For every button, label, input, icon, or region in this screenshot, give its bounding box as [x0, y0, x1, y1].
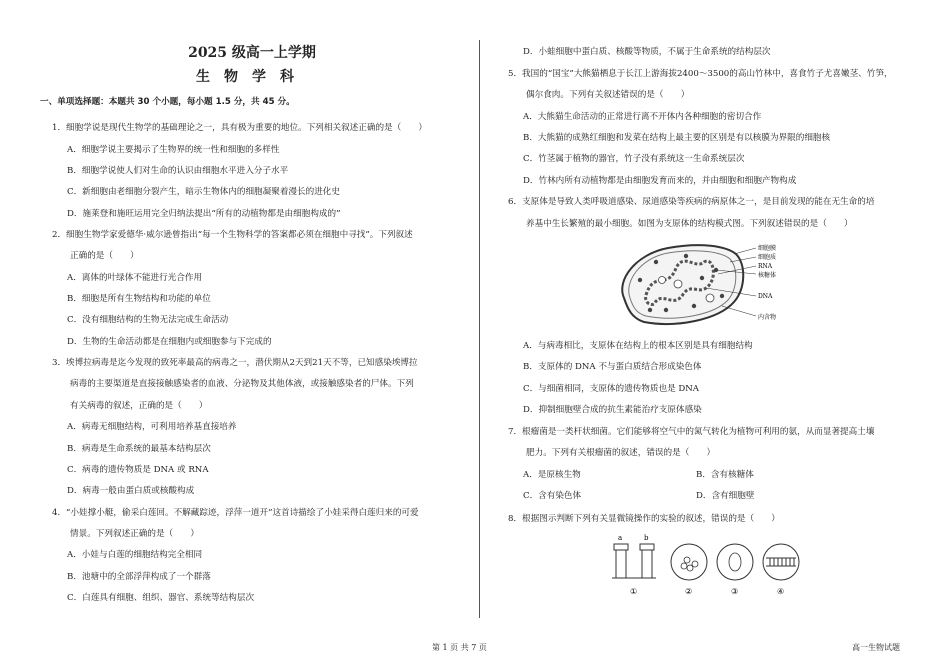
- question-line: D．施莱登和施旺运用完全归纳法提出“所有的动植物都是由细胞构成的”: [67, 209, 341, 219]
- microscope-operation-figure: [606, 530, 826, 600]
- question-line: 3．埃博拉病毒是迄今发现的致死率最高的病毒之一，潜伏期从2天到21天不等，已知感染埃博拉: [52, 358, 418, 368]
- question-line: C．病毒的遗传物质是 DNA 或 RNA: [67, 465, 209, 475]
- question-line: 2．细胞生物学家爱德华·威尔逊曾指出“每一个生物科学的答案都必须在细胞中寻找”。下列叙述: [52, 230, 413, 240]
- label-cytoplasm: 细胞质: [758, 254, 777, 261]
- label-a: a: [618, 534, 623, 542]
- question-line: A．小娃与白莲的细胞结构完全相同: [67, 550, 203, 560]
- section-heading: 一、单项选择题：本题共 30 个小题，每小题 1.5 分，共 45 分。: [40, 97, 295, 107]
- question-line: B．病毒是生命系统的最基本结构层次: [67, 444, 211, 454]
- question-line: A．是原核生物: [523, 470, 581, 480]
- option-line: D．含有细胞壁: [696, 491, 755, 501]
- question-line: 4．“小娃撑小艇，偷采白莲回。不解藏踪迹，浮萍一道开”这首诗描绘了小娃采得白莲归来的可爱: [52, 508, 419, 518]
- question-line: 5．我国的“国宝”大熊猫栖息于长江上游海拔2400～3500的高山竹林中，喜食竹子尤喜嫩茎、竹笋，: [508, 69, 893, 79]
- label-cell-membrane: 细胞膜: [758, 245, 777, 252]
- question-line: A．细胞学说主要揭示了生物界的统一性和细胞的多样性: [67, 145, 280, 155]
- question-line: 情景。下列叙述正确的是（ ）: [70, 529, 199, 539]
- option-line: B．含有核糖体: [696, 470, 754, 480]
- question-line: D．生物的生命活动都是在细胞内或细胞参与下完成的: [67, 337, 272, 347]
- question-line: 肥力。下列有关根瘤菌的叙述，错误的是（ ）: [526, 448, 716, 458]
- question-line: 正确的是（ ）: [70, 251, 139, 261]
- question-line: 偶尔食肉。下列有关叙述错误的是（ ）: [526, 90, 690, 100]
- question-line: B．细胞是所有生物结构和功能的单位: [67, 294, 211, 304]
- page-number: 第 1 页 共 7 页: [432, 643, 487, 652]
- question-line: C．没有细胞结构的生物无法完成生命活动: [67, 315, 229, 325]
- question-line: C．竹茎属于植物的器官，竹子没有系统这一生命系统层次: [523, 154, 745, 164]
- question-line: 7．根瘤菌是一类杆状细菌。它们能够将空气中的氮气转化为植物可利用的氨，从而显著提高土壤: [508, 427, 875, 437]
- question-line: D．抑制细胞壁合成的抗生素能治疗支原体感染: [523, 405, 702, 415]
- question-line: 有关病毒的叙述，正确的是（ ）: [70, 401, 208, 411]
- exam-title: 2025 级高一上学期: [188, 45, 316, 61]
- question-line: 1．细胞学说是现代生物学的基础理论之一，具有极为重要的地位。下列相关叙述正确的是（ ）: [52, 123, 428, 133]
- question-line: A．大熊猫生命活动的正常进行离不开体内各种细胞的密切合作: [523, 112, 762, 122]
- question-line: B．大熊猫的成熟红细胞和发菜在结构上最主要的区别是有以核膜为界限的细胞核: [523, 133, 831, 143]
- question-line: C．白莲具有细胞、组织、器官、系统等结构层次: [67, 593, 255, 603]
- label-circle-1: ①: [630, 587, 638, 596]
- label-rna: RNA: [758, 263, 773, 270]
- subject-title: 生物学科: [196, 69, 308, 85]
- question-line: D．竹林内所有动植物都是由细胞发育而来的，并由细胞和细胞产物构成: [523, 176, 797, 186]
- label-b: b: [644, 534, 649, 542]
- question-line: D．小蛙细胞中蛋白质、核酸等物质，不属于生命系统的结构层次: [523, 47, 771, 57]
- question-line: C．含有染色体: [523, 491, 582, 501]
- label-circle-2: ②: [685, 587, 693, 596]
- question-line: A．离体的叶绿体不能进行光合作用: [67, 273, 203, 283]
- question-line: B．细胞学说使人们对生命的认识由细胞水平进入分子水平: [67, 166, 289, 176]
- label-inclusion: 内含物: [758, 314, 777, 321]
- question-line: A．与病毒相比，支原体在结构上的根本区别是具有细胞结构: [523, 341, 753, 351]
- mycoplasma-diagram: [606, 240, 836, 332]
- question-line: 8．根据图示判断下列有关显微镜操作的实验的叙述，错误的是（ ）: [508, 514, 780, 524]
- question-line: B．支原体的 DNA 不与蛋白质结合形成染色体: [523, 362, 702, 372]
- question-line: C．与细菌相同，支原体的遗传物质也是 DNA: [523, 384, 700, 394]
- question-line: C．新细胞由老细胞分裂产生，暗示生物体内的细胞凝聚着漫长的进化史: [67, 187, 340, 197]
- question-line: 6．支原体是导致人类呼吸道感染、尿道感染等疾病的病原体之一，是目前发现的能在无生命的培: [508, 197, 875, 207]
- footer-course: 高一生物试题: [852, 643, 900, 652]
- label-dna: DNA: [758, 293, 773, 300]
- question-line: 养基中生长繁殖的最小细胞。如图为支原体的结构模式图。下列叙述错误的是（ ）: [526, 219, 853, 229]
- question-line: 病毒的主要渠道是直接接触感染者的血液、分泌物及其他体液，或接触感染者的尸体。下列: [70, 379, 414, 389]
- question-line: B．池塘中的全部浮萍构成了一个群落: [67, 572, 211, 582]
- label-ribosome: 核糖体: [758, 272, 777, 279]
- question-line: A．病毒无细胞结构，可利用培养基直接培养: [67, 422, 237, 432]
- column-divider: [479, 40, 480, 618]
- label-circle-3: ③: [731, 587, 739, 596]
- question-line: D．病毒一般由蛋白质或核酸构成: [67, 486, 195, 496]
- label-circle-4: ④: [777, 587, 785, 596]
